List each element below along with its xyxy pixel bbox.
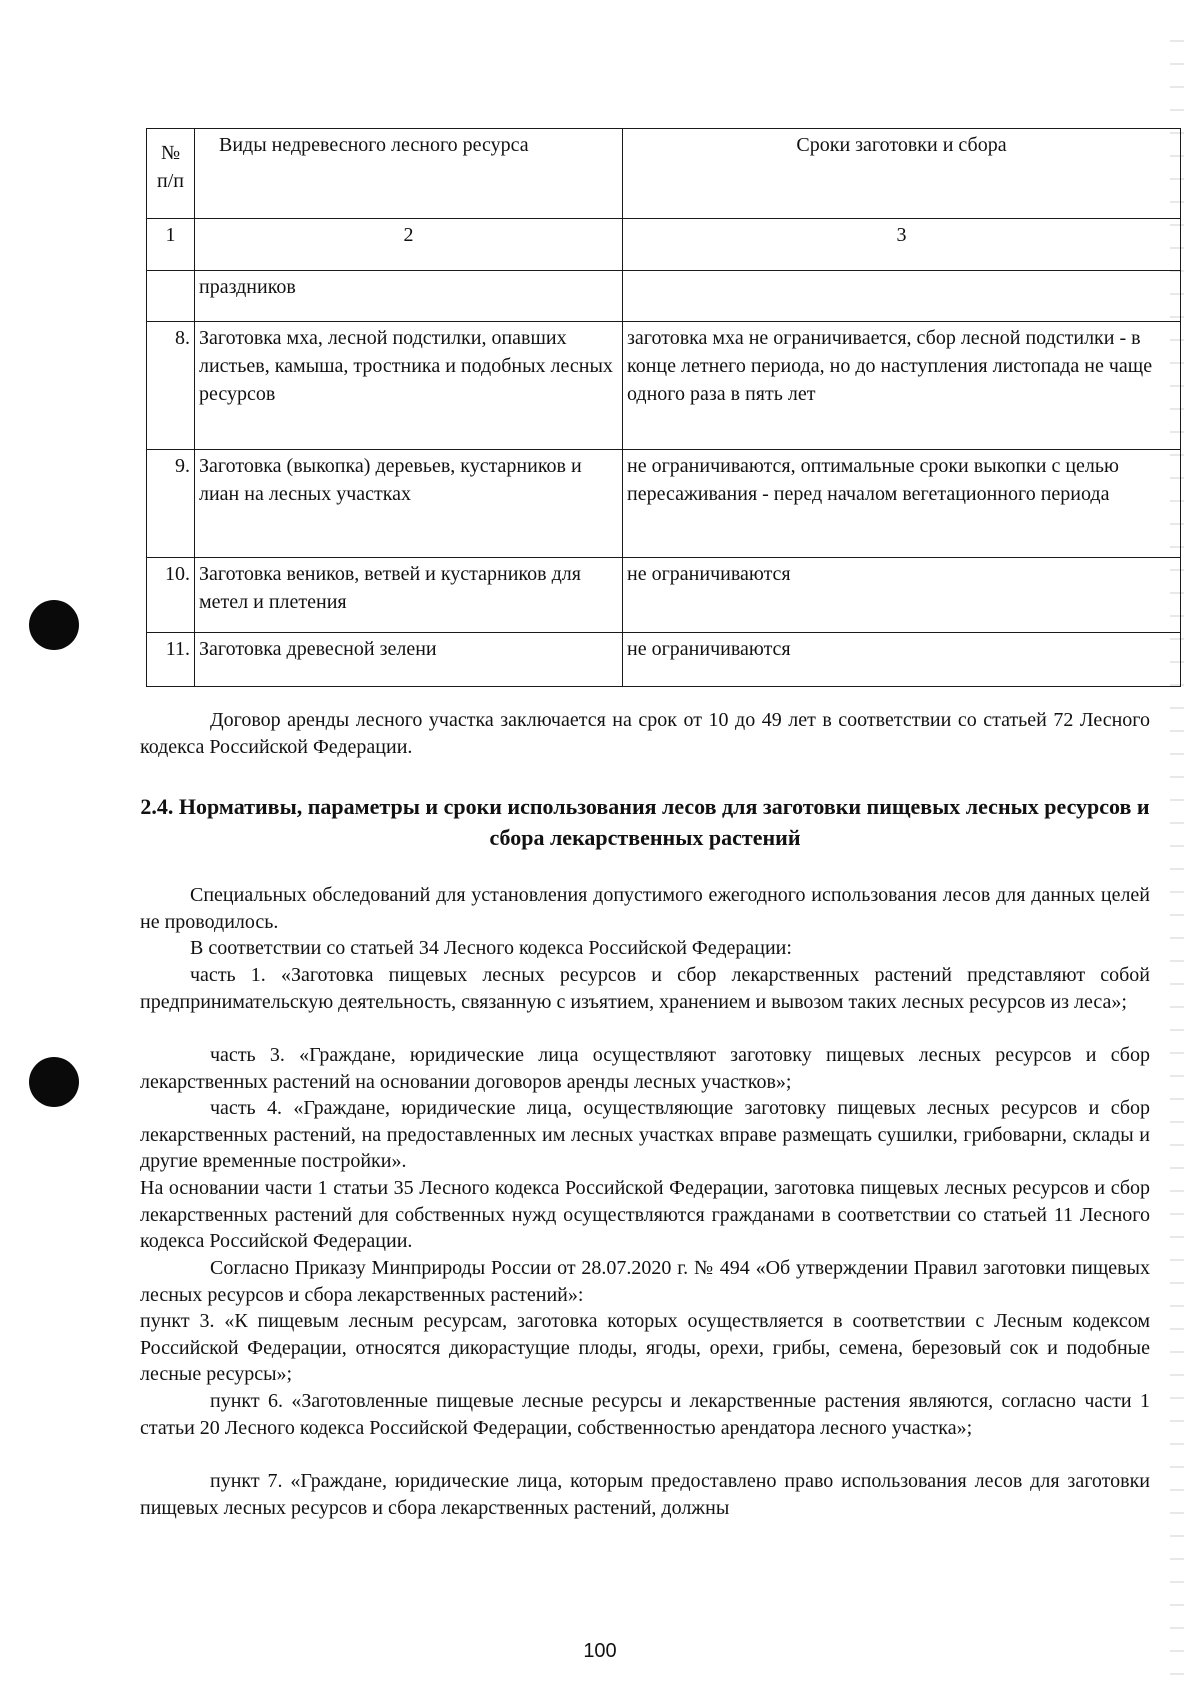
- paragraph: пункт 7. «Граждане, юридические лица, которым предоставлено право использования лесов для заготовки пищевых лесных ресурсов и сбора лекарственных растений, должны: [140, 1470, 1150, 1519]
- row-terms: [623, 271, 1181, 322]
- header-resource-type: Виды недревесного лесного ресурса: [195, 129, 623, 219]
- row-resource: Заготовка древесной зелени: [195, 633, 623, 687]
- section-heading: 2.4. Нормативы, параметры и сроки использования лесов для заготовки пищевых лесных ресурсов и сбора лекарственных растений: [140, 794, 1150, 850]
- row-resource: Заготовка (выкопка) деревьев, кустарников и лиан на лесных участках: [195, 450, 623, 558]
- row-resource: праздников: [195, 271, 623, 322]
- column-number: 2: [195, 219, 623, 271]
- row-num: 9.: [147, 450, 195, 558]
- paragraph: часть 4. «Граждане, юридические лица, осуществляющие заготовку пищевых лесных ресурсов и сбор лекарственных растений, на предоставленных им лесных участках вправе размещать сушилки, грибоварни, склады и другие временные постройки».: [140, 1097, 1150, 1173]
- binding-hole: [29, 1057, 79, 1107]
- paragraph: Специальных обследований для установления допустимого ежегодного использования лесов для данных целей не проводилось.: [140, 884, 1150, 933]
- row-num: [147, 271, 195, 322]
- page-number: 100: [583, 1640, 617, 1662]
- table-row: [147, 633, 1181, 687]
- binding-hole: [29, 600, 79, 650]
- row-resource: Заготовка мха, лесной подстилки, опавших листьев, камыша, тростника и подобных лесных ресурсов: [195, 322, 623, 450]
- header-terms: Сроки заготовки и сбора: [623, 129, 1181, 219]
- table-row: [147, 450, 1181, 558]
- row-resource: Заготовка веников, ветвей и кустарников для метел и плетения: [195, 558, 623, 633]
- table-header-row: [147, 129, 1181, 219]
- column-number: 1: [147, 219, 195, 271]
- contract-paragraph: Договор аренды лесного участка заключается на срок от 10 до 49 лет в соответствии со статьей 72 Лесного кодекса Российской Федерации.: [140, 709, 1150, 758]
- column-numbers-row: [147, 219, 1181, 271]
- table-row: [147, 322, 1181, 450]
- row-terms: не ограничиваются: [623, 558, 1181, 633]
- paragraph: На основании части 1 статьи 35 Лесного кодекса Российской Федерации, заготовка пищевых лесных ресурсов и сбор лекарственных растений для собственных нужд осуществляются гражданами в соответствии со статьей 11 Лесного кодекса Российской Федерации.: [140, 1177, 1150, 1253]
- paragraph: В соответствии со статьей 34 Лесного кодекса Российской Федерации:: [190, 937, 792, 959]
- table-row: [147, 558, 1181, 633]
- resources-table: [146, 128, 1181, 687]
- column-number: 3: [623, 219, 1181, 271]
- table-row: [147, 271, 1181, 322]
- paragraph: пункт 6. «Заготовленные пищевые лесные ресурсы и лекарственные растения являются, согласно части 1 статьи 20 Лесного кодекса Российской Федерации, собственностью арендатора лесного участка»;: [140, 1390, 1150, 1439]
- row-num: 8.: [147, 322, 195, 450]
- header-num: № п/п: [147, 129, 195, 219]
- row-terms: не ограничиваются: [623, 633, 1181, 687]
- row-num: 10.: [147, 558, 195, 633]
- row-terms: заготовка мха не ограничивается, сбор лесной подстилки - в конце летнего периода, но до наступления листопада не чаще одного раза в пять лет: [623, 322, 1181, 450]
- row-terms: не ограничиваются, оптимальные сроки выкопки с целью пересаживания - перед началом вегетационного периода: [623, 450, 1181, 558]
- paragraph: Согласно Приказу Минприроды России от 28.07.2020 г. № 494 «Об утверждении Правил заготовки пищевых лесных ресурсов и сбора лекарственных растений»:: [140, 1257, 1150, 1306]
- paragraph: часть 3. «Граждане, юридические лица осуществляют заготовку пищевых лесных ресурсов и сбор лекарственных растений на основании договоров аренды лесных участков»;: [140, 1044, 1150, 1093]
- paragraph: часть 1. «Заготовка пищевых лесных ресурсов и сбор лекарственных растений представляют собой предпринимательскую деятельность, связанную с изъятием, хранением и вывозом таких лесных ресурсов из леса»;: [140, 964, 1150, 1013]
- row-num: 11.: [147, 633, 195, 687]
- paragraph: пункт 3. «К пищевым лесным ресурсам, заготовка которых осуществляется в соответствии с Лесным кодексом Российской Федерации, относятся дикорастущие плоды, ягоды, орехи, грибы, семена, березовый сок и подобные лесные ресурсы»;: [140, 1310, 1150, 1386]
